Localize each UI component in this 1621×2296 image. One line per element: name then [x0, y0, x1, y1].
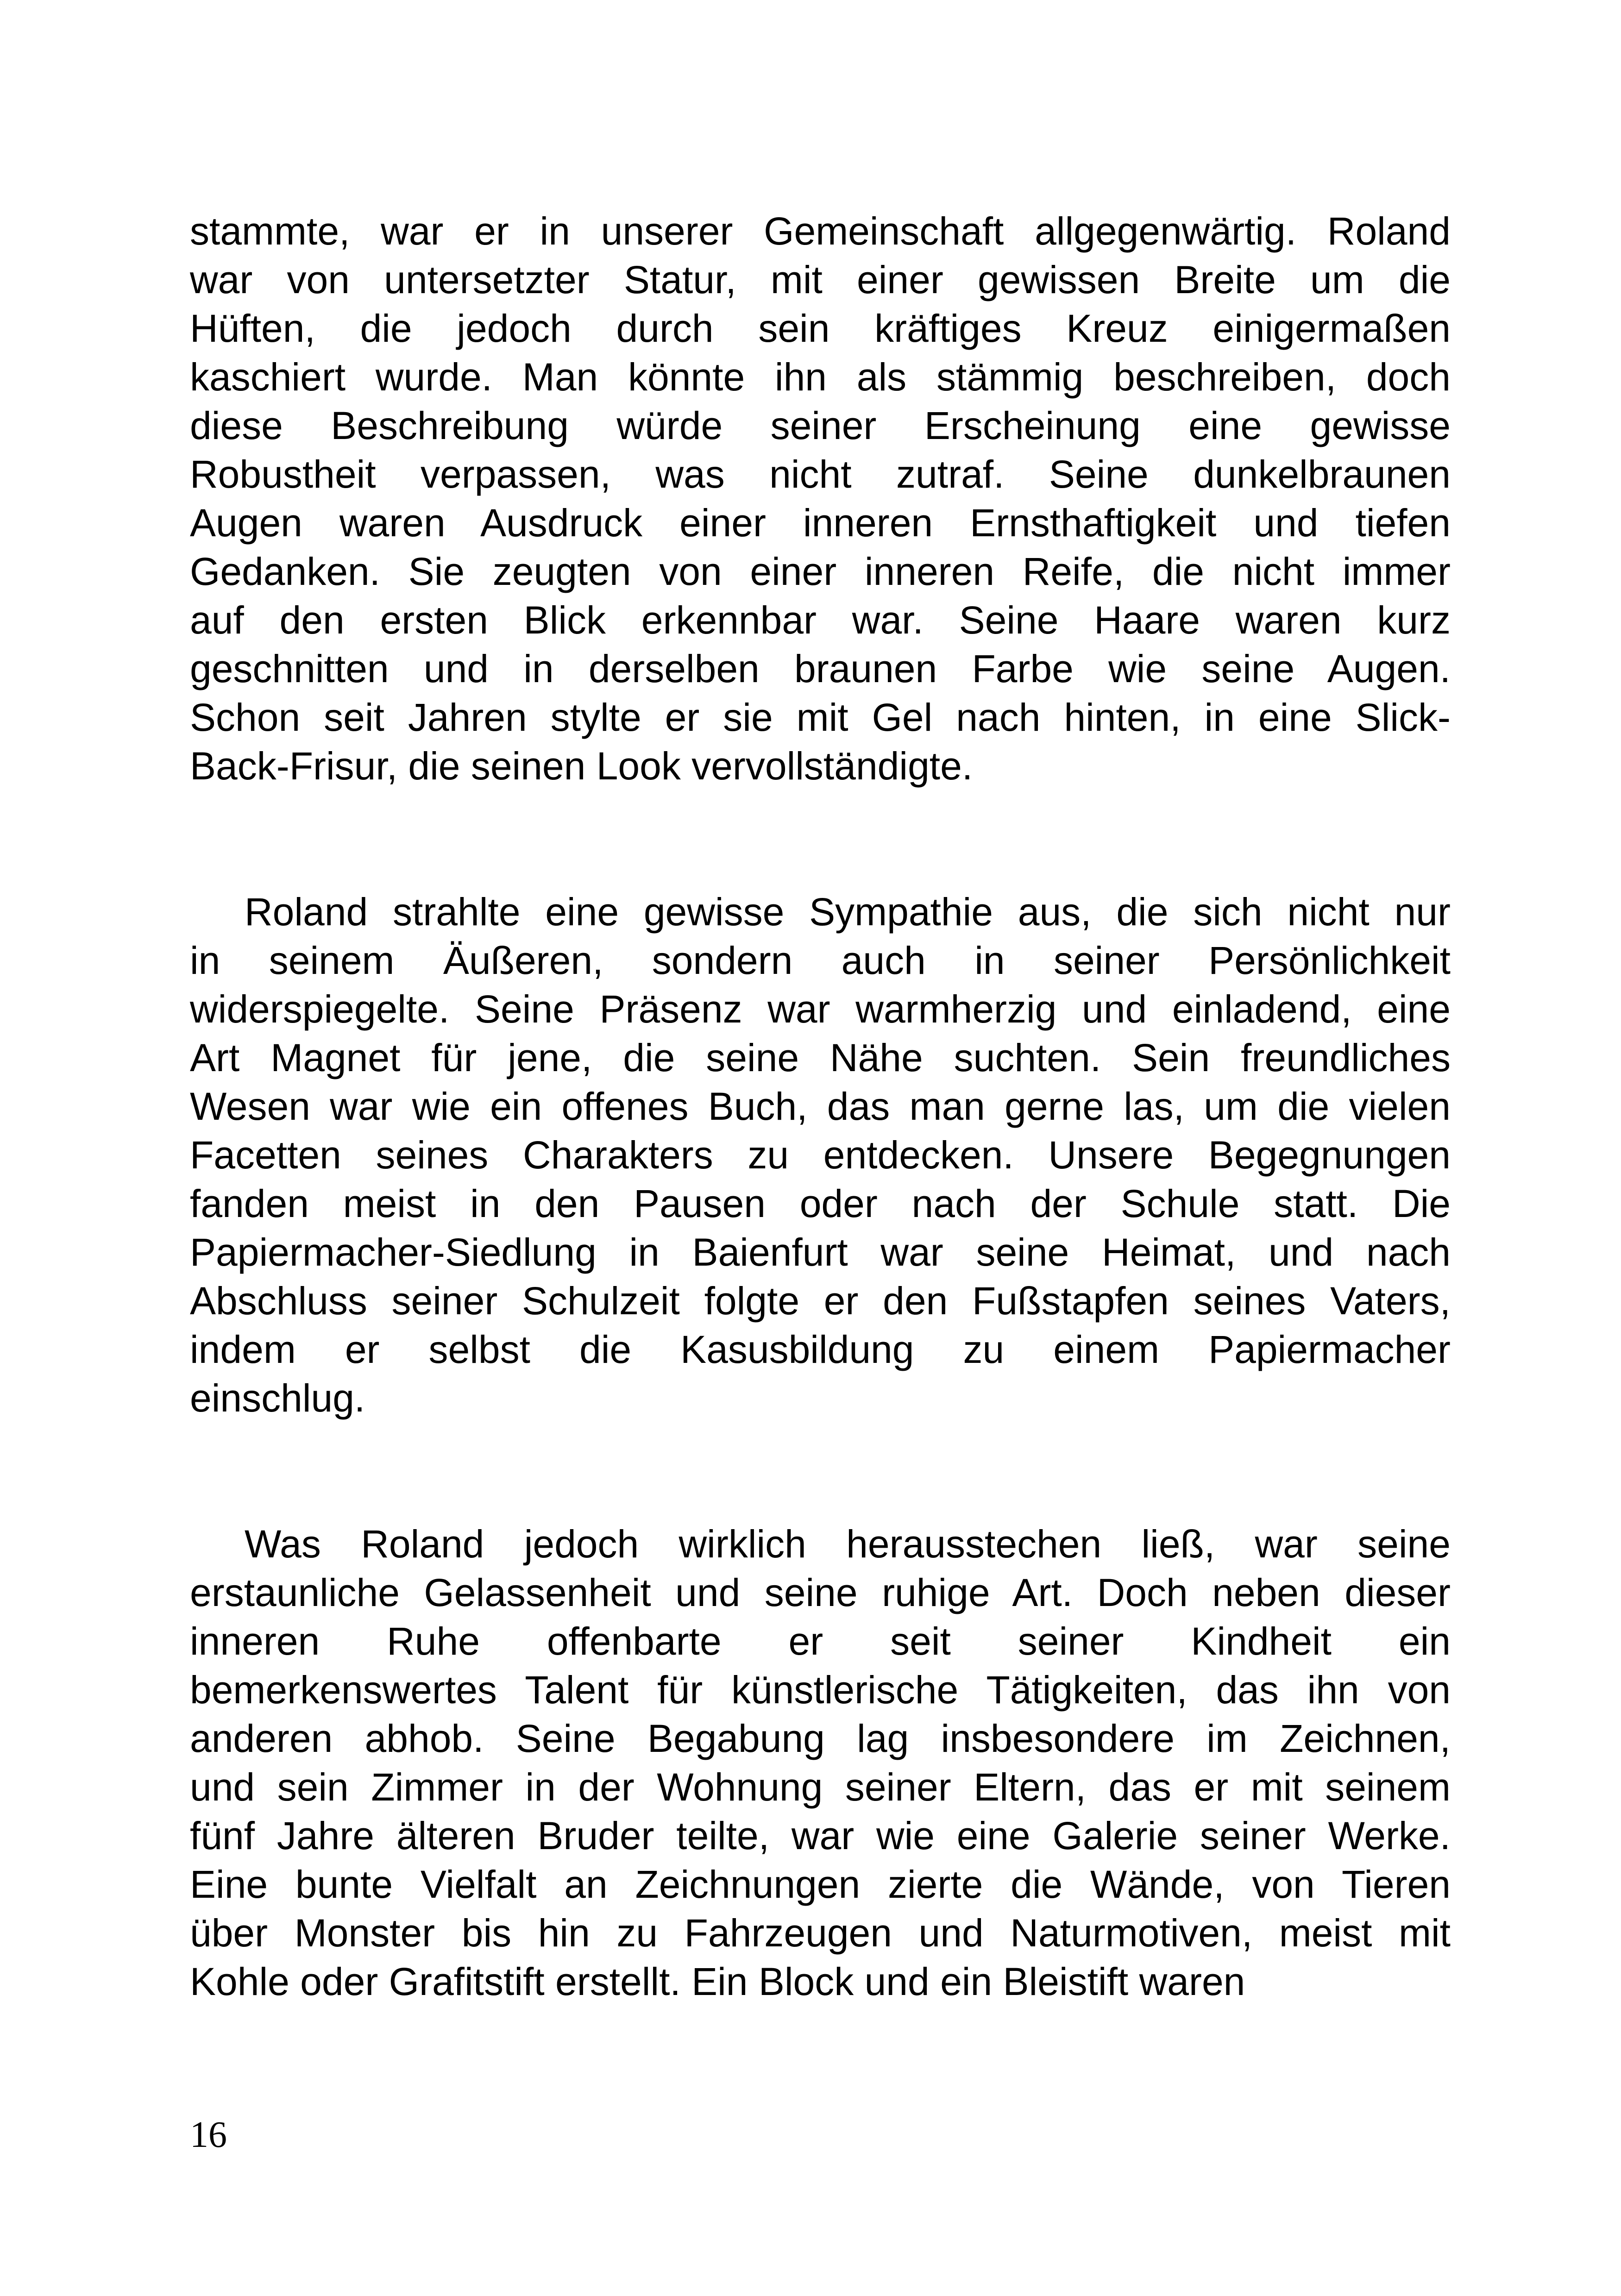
text-line: Papiermacher-Siedlung in Baienfurt war seine Heimat, und nach	[190, 1230, 1451, 1274]
text-line: Was Roland jedoch wirklich herausstechen ließ, war seine	[245, 1522, 1451, 1566]
paragraph	[190, 207, 1451, 790]
text-line: Back-Frisur, die seinen Look vervollständigte.	[190, 744, 973, 788]
text-line: anderen abhob. Seine Begabung lag insbesondere im Zeichnen,	[190, 1717, 1451, 1760]
text-line: inneren Ruhe offenbarte er seit seiner Kindheit ein	[190, 1619, 1451, 1663]
text-line: Kohle oder Grafitstift erstellt. Ein Block und ein Bleistift waren	[190, 1960, 1245, 2003]
text-line: Art Magnet für jene, die seine Nähe suchten. Sein freundliches	[190, 1036, 1451, 1079]
page-number: 16	[190, 2114, 227, 2155]
text-line: Robustheit verpassen, was nicht zutraf. Seine dunkelbraunen	[190, 452, 1451, 496]
text-line: kaschiert wurde. Man könnte ihn als stämmig beschreiben, doch	[190, 355, 1451, 399]
text-line: einschlug.	[190, 1376, 365, 1420]
text-line: erstaunliche Gelassenheit und seine ruhige Art. Doch neben dieser	[190, 1571, 1451, 1614]
text-line: auf den ersten Blick erkennbar war. Seine Haare waren kurz	[190, 598, 1451, 642]
text-line: stammte, war er in unserer Gemeinschaft allgegenwärtig. Roland	[190, 209, 1451, 253]
text-line: über Monster bis hin zu Fahrzeugen und Naturmotiven, meist mit	[190, 1911, 1451, 1955]
text-line: Wesen war wie ein offenes Buch, das man gerne las, um die vielen	[190, 1085, 1451, 1128]
text-line: fanden meist in den Pausen oder nach der Schule statt. Die	[190, 1182, 1451, 1225]
text-line: und sein Zimmer in der Wohnung seiner Eltern, das er mit seinem	[190, 1765, 1451, 1809]
text-line: bemerkenswertes Talent für künstlerische Tätigkeiten, das ihn von	[190, 1668, 1451, 1712]
text-line: Facetten seines Charakters zu entdecken. Unsere Begegnungen	[190, 1133, 1451, 1177]
text-line: geschnitten und in derselben braunen Farbe wie seine Augen.	[190, 647, 1451, 690]
text-line: widerspiegelte. Seine Präsenz war warmherzig und einladend, eine	[190, 987, 1451, 1031]
text-line: Abschluss seiner Schulzeit folgte er den Fußstapfen seines Vaters,	[190, 1279, 1451, 1323]
text-line: in seinem Äußeren, sondern auch in seiner Persönlichkeit	[190, 939, 1451, 982]
text-line: fünf Jahre älteren Bruder teilte, war wie eine Galerie seiner Werke.	[190, 1814, 1451, 1857]
text-line: Gedanken. Sie zeugten von einer inneren Reife, die nicht immer	[190, 550, 1451, 593]
text-line: war von untersetzter Statur, mit einer gewissen Breite um die	[190, 258, 1451, 301]
text-line: Augen waren Ausdruck einer inneren Ernsthaftigkeit und tiefen	[190, 501, 1451, 545]
paragraph	[190, 1520, 1451, 2006]
text-line: indem er selbst die Kasusbildung zu einem Papiermacher	[190, 1328, 1451, 1371]
text-line: Roland strahlte eine gewisse Sympathie aus, die sich nicht nur	[245, 890, 1451, 934]
paragraph	[190, 888, 1451, 1423]
text-line: Hüften, die jedoch durch sein kräftiges Kreuz einigermaßen	[190, 307, 1451, 350]
text-block	[190, 207, 1451, 2006]
text-line: Eine bunte Vielfalt an Zeichnungen zierte die Wände, von Tieren	[190, 1863, 1451, 1906]
text-line: Schon seit Jahren stylte er sie mit Gel nach hinten, in eine Slick-	[190, 696, 1451, 739]
text-line: diese Beschreibung würde seiner Erscheinung eine gewisse	[190, 404, 1451, 447]
